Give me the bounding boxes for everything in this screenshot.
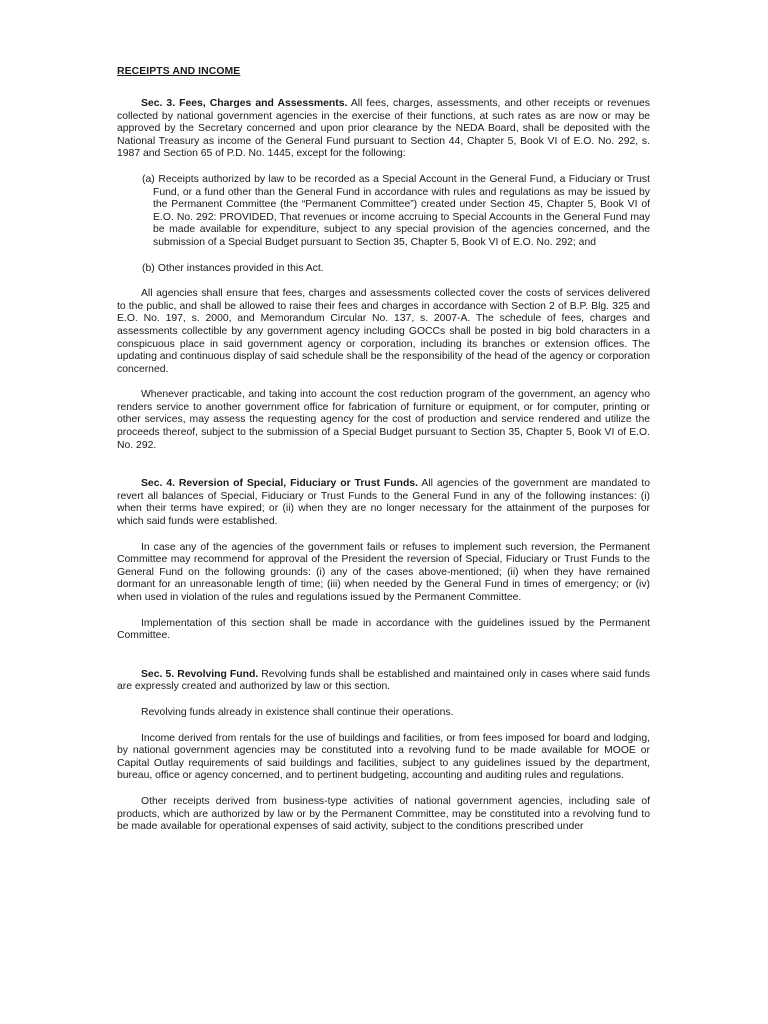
sec3-paragraph — [117, 98, 650, 161]
sec4-title: Sec. 4. Reversion of Special, Fiduciary or Trust Funds. — [141, 478, 418, 490]
sec5-title: Sec. 5. Revolving Fund. — [141, 668, 259, 680]
sec5-paragraph-2: Revolving funds already in existence shall continue their operations. — [141, 706, 454, 718]
sec5-paragraph-4: Other receipts derived from business-type activities of national government agencies, including sale of products, which are authorized by law or by the Permanent Committee, may be constituted into a revolving fund to be made available for operational expenses of said activity, subject to the conditions prescribed under — [117, 795, 650, 833]
item-a-marker: (a) — [142, 173, 155, 185]
sec3-title: Sec. 3. Fees, Charges and Assessments. — [141, 98, 348, 109]
item-b-marker: (b) — [142, 262, 155, 274]
sec4-paragraph-3: Implementation of this section shall be made in accordance with the guidelines issued by the Permanent Committee. — [117, 617, 650, 642]
sec3-paragraph-2: All agencies shall ensure that fees, charges and assessments collected cover the costs of services delivered to the public, and shall be allowed to raise their fees and charges in accordance with Section 2 of B.P. Blg. 325 and E.O. No. 197, s. 2000, and Memorandum Circular No. 137, s. 2007-A. The schedule of fees, charges and assessments collectible by any government agency including GOCCs shall be posted in big bold characters in a conspicuous place in said government agency or corporation, including its branches or extension offices. The updating and continuous display of said schedule shall be the responsibility of the head of the agency or corporation concerned. — [117, 288, 650, 375]
sec3-body: All fees, charges, assessments, and other receipts or revenues collected by national government agencies in the exercise of their functions, at such rates as are now or may be approved by the Secretary concerned and upon prior clearance by the NEDA Board, shall be deposited with the National Treasury as income of the General Fund pursuant to Section 44, Chapter 5, Book VI of E.O. No. 292, s. 1987 and Section 65 of P.D. No. 1445, except for the following: — [117, 98, 650, 160]
sec4-paragraph — [117, 478, 650, 528]
sec5-paragraph-3: Income derived from rentals for the use of buildings and facilities, or from fees imposed for board and lodging, by national government agencies may be constituted into a revolving fund to be made available for MOOE or Capital Outlay requirements of said buildings and facilities, subject to any guidelines issued by the department, bureau, office or agency concerned, and to pertinent budgeting, accounting and auditing rules and regulations. — [117, 732, 650, 782]
sec4-body: All agencies of the government are mandated to revert all balances of Special, Fiduciary or Trust Funds to the General Fund in any of the following instances: (i) when their terms have expired; or (ii) when they are no longer necessary for the attainment of the purposes for which said funds were established. — [117, 478, 650, 528]
sec3-paragraph-3: Whenever practicable, and taking into account the cost reduction program of the government, an agency who renders service to another government office for fabrication of furniture or equipment, or for computer, printing or other services, may assess the requesting agency for the cost of production and service rendered and utilize the proceeds thereof, subject to the submission of a Special Budget pursuant to Section 35, Chapter 5, Book VI of E.O. No. 292. — [117, 389, 650, 451]
sec5-body: Revolving funds shall be established and maintained only in cases where said funds are expressly created and authorized by law or this section. — [117, 668, 650, 693]
sec3-item-b — [129, 263, 650, 276]
item-a-text: Receipts authorized by law to be recorded as a Special Account in the General Fund, a Fiduciary or Trust Fund, or a fund other than the General Fund in accordance with rules and regulations as may be issued by the Permanent Committee (the “Permanent Committee”) created under Section 45, Chapter 5, Book VI of E.O. No. 292: PROVIDED, That revenues or income accruing to Special Accounts in the General Fund may be made available for expenditure, subject to any special provision of the agencies concerned, and the submission of a Special Budget pursuant to Section 35, Chapter 5, Book VI of E.O. No. 292; and — [153, 173, 650, 248]
sec4-paragraph-2: In case any of the agencies of the government fails or refuses to implement such reversion, the Permanent Committee may recommend for approval of the President the reversion of Special, Fiduciary or Trust Funds to the General Fund on the following grounds: (i) any of the cases above-mentioned; (ii) when they have remained dormant for an unreasonable length of time; (iii) when needed by the General Fund in times of emergency; or (iv) when used in violation of the rules and regulations issued by the Permanent Committee. — [117, 541, 650, 603]
sec5-paragraph — [117, 669, 650, 694]
item-b-text: Other instances provided in this Act. — [157, 262, 324, 274]
sec3-item-a — [129, 174, 650, 250]
section-heading: RECEIPTS AND INCOME — [117, 66, 241, 77]
